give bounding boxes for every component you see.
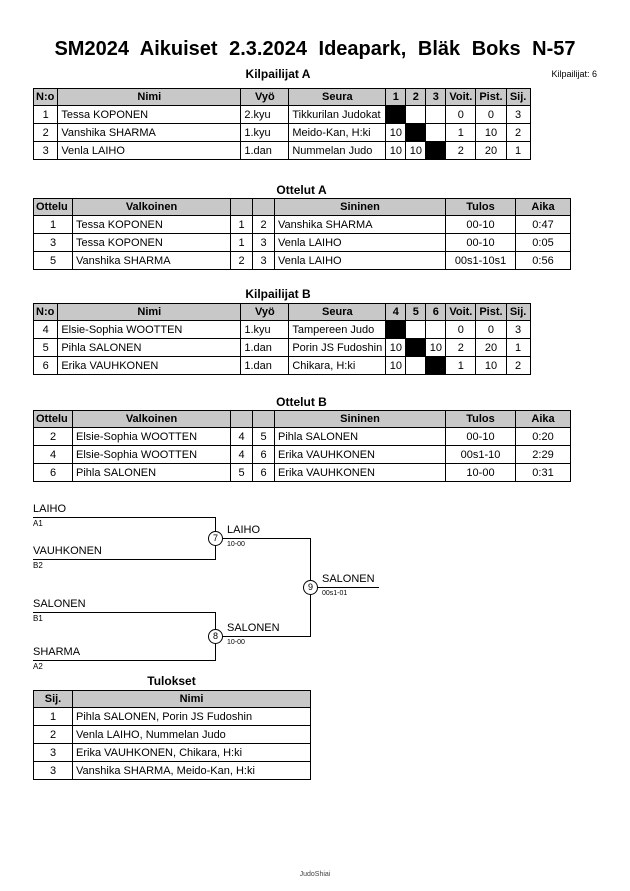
result-name: Vanshika SHARMA, Meido-Kan, H:ki [73,762,311,780]
result-cell [406,106,426,124]
competitor-belt: 2.kyu [241,106,289,124]
wins-cell: 1 [446,124,476,142]
result-cell: 10 [386,142,406,160]
wins-cell: 0 [446,321,476,339]
match-time: 0:20 [516,428,571,446]
bracket-line [216,538,311,539]
result-cell: 10 [406,142,426,160]
bracket-winner-name: SALONEN [227,622,280,634]
col-blue: Sininen [275,411,446,428]
competitor-name: Tessa KOPONEN [58,106,241,124]
result-place: 1 [34,708,73,726]
bracket-line [33,660,216,661]
blue-name: Erika VAUHKONEN [275,446,446,464]
place-cell: 1 [506,142,530,160]
match-number: 2 [34,428,73,446]
col-blue: Sininen [275,199,446,216]
match-node-circle: 8 [208,629,223,644]
table-row [34,252,571,270]
table-row [34,744,311,762]
col-name: Nimi [58,89,241,106]
table-row [34,726,311,744]
match-result: 10-00 [446,464,516,482]
competitor-name: Erika VAUHKONEN [58,357,241,375]
col-place: Sij. [506,304,530,321]
white-name: Tessa KOPONEN [73,216,231,234]
competitor-name: Pihla SALONEN [58,339,241,357]
matches-b-heading: Ottelut B [276,395,327,409]
match-node-circle: 7 [208,531,223,546]
match-node-circle: 9 [303,580,318,595]
blue-no: 6 [253,446,275,464]
col-no: N:o [34,89,58,106]
col-white: Valkoinen [73,411,231,428]
bracket-line [216,636,311,637]
col-name: Nimi [58,304,241,321]
table-header-row [34,199,571,216]
table-row [34,428,571,446]
match-time: 0:56 [516,252,571,270]
table-row [34,234,571,252]
white-name: Pihla SALONEN [73,464,231,482]
match-number: 4 [34,446,73,464]
bracket-match-result: 00s1-01 [322,590,348,597]
bracket-seed-label: B2 [33,561,43,570]
col-belt: Vyö [241,89,289,106]
points-cell: 0 [476,106,506,124]
table-header-row [34,89,531,106]
wins-cell: 2 [446,142,476,160]
match-result: 00s1-10s1 [446,252,516,270]
col-points: Pist. [476,304,506,321]
col-3: 3 [426,89,446,106]
white-no: 4 [231,428,253,446]
bracket-line [33,517,216,518]
bracket-line [33,559,216,560]
points-cell: 10 [476,357,506,375]
table-header-row [34,691,311,708]
match-result: 00-10 [446,216,516,234]
table-row [34,762,311,780]
bracket-winner-name: SALONEN [322,573,375,585]
bracket-slot-name: LAIHO [33,503,67,515]
place-cell: 1 [506,339,530,357]
table-row [34,446,571,464]
match-time: 0:47 [516,216,571,234]
col-wins: Voit. [446,89,476,106]
result-cell: 10 [386,339,406,357]
col-5: 5 [406,304,426,321]
competitor-club: Tampereen Judo [289,321,386,339]
competitor-belt: 1.kyu [241,321,289,339]
wins-cell: 0 [446,106,476,124]
match-time: 0:31 [516,464,571,482]
col-1: 1 [386,89,406,106]
competitor-number: 1 [34,106,58,124]
diagonal-cell [426,142,446,160]
col-blue-no [253,199,275,216]
diagonal-cell [406,124,426,142]
white-no: 5 [231,464,253,482]
matches-b-table [33,410,571,482]
pool-a-table [33,88,531,160]
points-cell: 20 [476,142,506,160]
white-no: 1 [231,216,253,234]
col-6: 6 [426,304,446,321]
table-row [34,464,571,482]
blue-name: Venla LAIHO [275,252,446,270]
place-cell: 2 [506,124,530,142]
matches-a-heading: Ottelut A [276,183,327,197]
competitor-number: 4 [34,321,58,339]
blue-name: Vanshika SHARMA [275,216,446,234]
col-white-no [231,199,253,216]
col-time: Aika [516,199,571,216]
pool-b-table [33,303,531,375]
elimination-bracket [0,498,630,683]
col-name: Nimi [73,691,311,708]
white-name: Tessa KOPONEN [73,234,231,252]
competitor-name: Elsie-Sophia WOOTTEN [58,321,241,339]
competitor-belt: 1.dan [241,339,289,357]
match-number: 1 [34,216,73,234]
col-match: Ottelu [34,199,73,216]
match-number: 3 [34,234,73,252]
competitor-belt: 1.dan [241,357,289,375]
result-cell [406,321,426,339]
diagonal-cell [426,357,446,375]
match-number: 6 [34,464,73,482]
competitor-belt: 1.dan [241,142,289,160]
table-row [34,124,531,142]
match-result: 00-10 [446,234,516,252]
table-row [34,106,531,124]
match-result: 00-10 [446,428,516,446]
match-time: 2:29 [516,446,571,464]
table-row [34,357,531,375]
results-heading: Tulokset [147,674,196,688]
competitor-count: Kilpailijat: 6 [551,69,597,79]
points-cell: 10 [476,124,506,142]
pool-a-heading: Kilpailijat A [245,67,311,81]
wins-cell: 2 [446,339,476,357]
table-row [34,142,531,160]
match-time: 0:05 [516,234,571,252]
blue-no: 6 [253,464,275,482]
col-blue-no [253,411,275,428]
col-result: Tulos [446,411,516,428]
blue-no: 2 [253,216,275,234]
bracket-match-result: 10-00 [227,639,245,646]
result-name: Venla LAIHO, Nummelan Judo [73,726,311,744]
white-no: 2 [231,252,253,270]
bracket-seed-label: B1 [33,614,43,623]
bracket-seed-label: A2 [33,662,43,671]
col-points: Pist. [476,89,506,106]
col-club: Seura [289,304,386,321]
result-place: 3 [34,744,73,762]
col-2: 2 [406,89,426,106]
diagonal-cell [406,339,426,357]
col-white-no [231,411,253,428]
match-number: 5 [34,252,73,270]
result-cell: 10 [386,357,406,375]
table-header-row [34,304,531,321]
result-name: Pihla SALONEN, Porin JS Fudoshin [73,708,311,726]
white-name: Elsie-Sophia WOOTTEN [73,428,231,446]
blue-no: 3 [253,252,275,270]
result-cell: 10 [426,339,446,357]
col-place: Sij. [34,691,73,708]
competitor-club: Tikkurilan Judokat [289,106,386,124]
matches-a-table [33,198,571,270]
col-white: Valkoinen [73,199,231,216]
bracket-line [33,612,216,613]
bracket-match-result: 10-00 [227,541,245,548]
competitor-number: 3 [34,142,58,160]
col-wins: Voit. [446,304,476,321]
place-cell: 3 [506,106,530,124]
white-name: Vanshika SHARMA [73,252,231,270]
col-no: N:o [34,304,58,321]
col-result: Tulos [446,199,516,216]
bracket-slot-name: SHARMA [33,646,81,658]
bracket-line [311,587,379,588]
col-belt: Vyö [241,304,289,321]
page-title: SM2024 Aikuiset 2.3.2024 Ideapark, Bläk Boks N-57 [54,38,576,60]
col-place: Sij. [506,89,530,106]
place-cell: 3 [506,321,530,339]
points-cell: 0 [476,321,506,339]
competitor-name: Vanshika SHARMA [58,124,241,142]
table-row [34,216,571,234]
col-match: Ottelu [34,411,73,428]
bracket-seed-label: A1 [33,519,43,528]
match-result: 00s1-10 [446,446,516,464]
col-4: 4 [386,304,406,321]
pool-b-heading: Kilpailijat B [245,287,311,301]
competitor-club: Nummelan Judo [289,142,386,160]
table-row [34,321,531,339]
white-no: 1 [231,234,253,252]
competitor-number: 5 [34,339,58,357]
software-credit: JudoShiai [299,871,331,878]
competitor-club: Chikara, H:ki [289,357,386,375]
competitor-club: Meido-Kan, H:ki [289,124,386,142]
white-no: 4 [231,446,253,464]
result-cell [426,124,446,142]
result-cell [426,106,446,124]
competitor-belt: 1.kyu [241,124,289,142]
blue-no: 5 [253,428,275,446]
competitor-club: Porin JS Fudoshin [289,339,386,357]
white-name: Elsie-Sophia WOOTTEN [73,446,231,464]
result-cell [426,321,446,339]
competitor-name: Venla LAIHO [58,142,241,160]
col-club: Seura [289,89,386,106]
table-header-row [34,411,571,428]
result-name: Erika VAUHKONEN, Chikara, H:ki [73,744,311,762]
bracket-slot-name: VAUHKONEN [33,545,102,557]
result-place: 3 [34,762,73,780]
blue-name: Pihla SALONEN [275,428,446,446]
result-cell [406,357,426,375]
place-cell: 2 [506,357,530,375]
points-cell: 20 [476,339,506,357]
bracket-slot-name: SALONEN [33,598,86,610]
competitor-number: 2 [34,124,58,142]
blue-no: 3 [253,234,275,252]
table-row [34,708,311,726]
results-table [33,690,311,780]
col-time: Aika [516,411,571,428]
bracket-winner-name: LAIHO [227,524,261,536]
wins-cell: 1 [446,357,476,375]
competitor-number: 6 [34,357,58,375]
diagonal-cell [386,106,406,124]
result-place: 2 [34,726,73,744]
table-row [34,339,531,357]
blue-name: Venla LAIHO [275,234,446,252]
blue-name: Erika VAUHKONEN [275,464,446,482]
diagonal-cell [386,321,406,339]
result-cell: 10 [386,124,406,142]
